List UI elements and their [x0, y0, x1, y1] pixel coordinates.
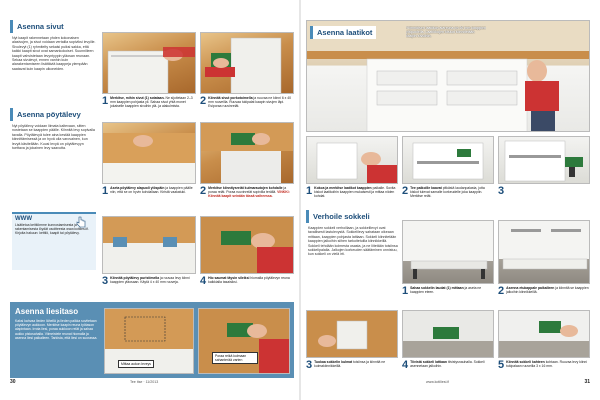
photo-illustration [403, 311, 494, 358]
section-heading-plinth: Verhoile sokkeli [306, 210, 374, 223]
right-page [306, 12, 590, 388]
photo-illustration [201, 217, 294, 274]
caption-plinth-step-1: 1 Sahaa sokkelin laudat (1) mittaan ja aseta ne kaappien eteen. [402, 286, 482, 297]
caption-worktop-step-3: 3 Kiinnitä pöytälevy puristimella ja ruuvaa levy kiinni kaappien yläosaan. Käytä 4 x 40 mm ruuveja. [102, 276, 190, 287]
section-heading-sides: Asenna sivut [10, 20, 68, 33]
photo-plinth-1 [402, 220, 494, 284]
photo-drawer-2 [402, 136, 494, 184]
sides-body-text: Nyt kaapit rakennetaan yhden kokonaisen alasivujen, ja sivut voidaan vertailla sopiviksi levyille. Sivulevyt (1) ryhmitelty sekaisi puiksi sakka, että kaikki kaapit sivut ovat samankokoiset. Suunnilleen kaapit vahvistetaan levyntyypin yläosan reunaan. Sekaa sivulevyt, ennen vanhin kuin alarakentamiseen lisättäviä kaappeja ylempään saatavat kuin kaapin ulkoneiden. [12, 36, 96, 71]
caption-worktop-step-1: 1 Aseta pöytälevy alapuoli ylöspäin ja kaappien päälle niin, että se on hyvin kohdallaan. Kiristä vaakatuki. [102, 186, 193, 197]
photo-drawer-1 [306, 136, 398, 184]
www-text: Lisätietoa keittiömme kunnostamisesta ja rakentamisesta löydät osoitteesta www.kotiliesi.fi. Kirjoita hakuun: keittiö, kaapit tai pöytälevy. [15, 223, 90, 235]
photo-illustration [103, 33, 196, 94]
photo-tag-drill: Poraa reikä kulmaan sahanterää varten [212, 352, 258, 364]
caption-drawers-step-1: 1 Kokoa ja merkitse laatikot kaappien paikalle. Sovita kiskot laatikoihin kaappien mukaisesti ja mittaa niiden kohdat. [306, 186, 396, 198]
photo-illustration [499, 221, 590, 284]
caption-drawers-step-3: 3 [498, 186, 505, 197]
photo-hob-2 [198, 308, 290, 374]
page-gutter [299, 0, 301, 400]
photo-cabinet-side [102, 32, 196, 94]
photo-worktop-2 [200, 122, 294, 184]
photo-illustration [199, 309, 290, 374]
caption-plinth-step-4: 4 Tiivistä sokkeli lattiaan tiivistysnauhalla. Sokkeli asennetaan jalkoihin. [402, 360, 485, 371]
photo-drawer-3 [498, 136, 590, 184]
plinth-body-text: Kaappien sokkeli verhoillaan, ja sokkelilevyt ovat tavallisesti lastulevystä. Sokkelilevy sahataan oikeaan mittaan, kaappien pohjasta lattiaan. Sokkeli kiinnitetään kaappien jalkoihin siihen tarkoitetuilla kiinnikkeillä. Sokkeli tehdään kolmesta osasta, ja ne liitetään toisiinsa sokkelipalalla. Jalkojen korkeuden säätäminen onnistuu, kun sokkeli on vielä irti. [308, 226, 398, 257]
photo-illustration [201, 33, 294, 94]
folio-right: www.kotiliesi.fi [426, 380, 450, 384]
photo-plinth-3 [306, 310, 398, 358]
photo-illustration [499, 311, 590, 358]
caption-drawers-step-2: 2 Tee paikoille kaavat pitkästä laudanpalasta, jotta kiskot tulevat samalle korkeudelle joka kaappiin. Merkitse reiät. [402, 186, 485, 198]
photo-illustration [499, 137, 590, 184]
left-page [10, 12, 294, 388]
photo-tag-measure: Mittaa aukon leveys [118, 360, 154, 368]
photo-worktop-4 [200, 216, 294, 274]
photo-illustration [201, 123, 294, 184]
www-label: WWW [15, 216, 32, 222]
photo-illustration [307, 311, 398, 358]
photo-illustration [103, 217, 196, 274]
photo-illustration [403, 137, 494, 184]
drawers-photo-caption: Ylimmäisen laatikon alareuna on 26 mm kaappien yläpuolella. Laatikkojen kiskot kiinnitetään kaapin sivuihin. [406, 26, 486, 38]
caption-step-2-sides: 2 Kiinnitä sivut porkotoimella ja ruuvaa ne kiinni 6 x 40 mm ruuveilla. Ruuvaa tukipalat kaapin sivujen läpi. Esiporaa ruuvinreiät. [200, 96, 292, 108]
hob-heading: Asenna liesitaso [15, 307, 79, 316]
photo-worktop-3 [102, 216, 196, 274]
page-number-left: 30 [10, 379, 16, 385]
photo-illustration [103, 123, 196, 184]
folio-left: Tee itse · 11/2013 [130, 380, 159, 384]
hob-text: Kaksi kahvaa lieden lähellä ja lieden paikka sovitetaan pöytälevyn aukkoon. Merkitse kaapin reuna työtason alapintaan. Irrota liesi, poraa aukkoon reiät ja sahaa aukko pistosahalla. Viimeistele reunat hiomalla ja asenna liesi paikalleen. Tarkista, että liesi on suorassa. [15, 319, 98, 340]
caption-plinth-step-5: 5 Kiinnitä sokkeli kahteen kohtaan. Ruuvaa levy kiinni tukipalaan ruuveilla 3 x 16 mm. [498, 360, 587, 371]
photo-plinth-4 [402, 310, 494, 358]
photo-drill-side [200, 32, 294, 94]
caption-plinth-step-2: 2 Asenna etukappale paikalleen ja kiinnitä se kaappien jalkoihin kiinnikkeillä. [498, 286, 589, 297]
caption-plinth-step-3: 3 Tuokaa sokkelin kulmat toisiinsa ja kiinnitä ne kulmakiinnikkeillä. [306, 360, 386, 371]
caption-worktop-step-4: 4 Hio saumat täysin sileiksi hiomalla pöytälevyn reuna kaikkialla tasaisiksi. [200, 276, 290, 287]
section-heading-worktop: Asenna pöytälevy [10, 108, 85, 121]
worktop-body-text: Nyt pöytälevy voidaan liimata kaltevaan, sitten nostetaan se kaappien päälle. Kiinnitä levy sopivalla tavalla. Pöytälevyä tulee aina kestää kaappien kiinnittämisessä ja on hyvä olla varovainen, kun levyä käsitellään. Kuusi levyä on pöytälevyyn tuettava ja jokainen levy saavutta. [12, 124, 95, 151]
section-heading-drawers: Asenna laatikot [310, 26, 376, 39]
caption-worktop-step-2: 2 Merkitse kiinnitysreiät kulmarautojen kohdalle ja poraa reiät. Poraa ruuvinreiät sopivilla terällä. VINKKI: Kiinnitä kaapit seinään tässä vaiheessa. [200, 186, 290, 198]
hand-cursor-icon [76, 216, 86, 228]
photo-illustration [403, 221, 494, 284]
caption-step-1-sides: 1 Merkitse, mihin sivut (1) sotataan. Ne sijoitetaan 2–3 mm kaappien pohjasta yli. Sahaa sivut yhtä monet jokaiselle kaappien sivuihin ylä- ja alakulmista. [102, 96, 193, 108]
photo-illustration [307, 137, 398, 184]
page-number-right: 31 [584, 379, 590, 385]
photo-plinth-5 [498, 310, 590, 358]
photo-plinth-2 [498, 220, 590, 284]
photo-worktop-1 [102, 122, 196, 184]
